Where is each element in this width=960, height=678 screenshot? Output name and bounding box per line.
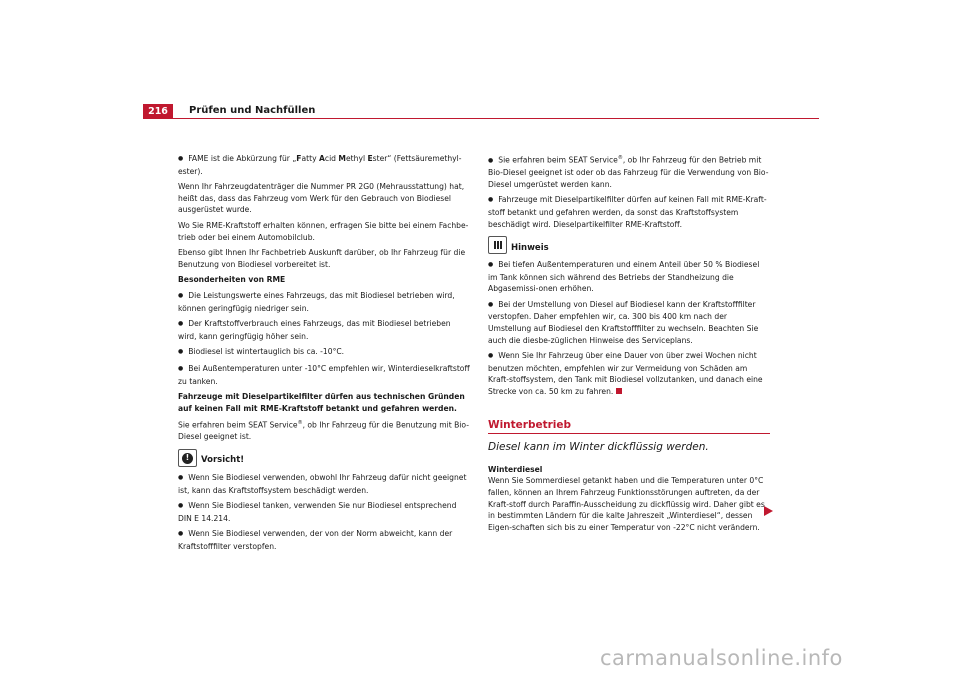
note-header: [488, 236, 770, 254]
section-subtitle: Diesel kann im Winter dickflüssig werden.: [488, 441, 709, 454]
caution-item: ● Wenn Sie Biodiesel verwenden, obwohl Ihr Fahrzeug dafür nicht geeignet ist, kann das Kraftstoffsystem beschädigt werden.: [178, 472, 470, 496]
note-icon: [488, 236, 507, 254]
note-item: ● Bei tiefen Außentemperaturen und einem Anteil über 50 % Biodiesel im Tank können sich während des Betriebs der Standheizung die Abgasemissi-onen erhöhen.: [488, 259, 770, 295]
right-column: [488, 153, 770, 537]
paragraph: Sie erfahren beim SEAT Service®, ob Ihr Fahrzeug für die Benutzung mit Bio-Diesel geeignet ist.: [178, 420, 469, 442]
bullet-item: ● Fahrzeuge mit Dieselpartikelfilter dürfen auf keinen Fall mit RME-Kraft-stoff betankt und gefahren werden, da sonst das Kraftstoffsystem beschädigt wird. Dieselpartikelfilter RME-Kraftstoff.: [488, 194, 770, 230]
end-marker-icon: [616, 388, 622, 394]
paragraph: Ebenso gibt Ihnen Ihr Fachbetrieb Auskunft darüber, ob Ihr Fahrzeug für die Benutzung von Biodiesel vorbereitet ist.: [178, 248, 466, 269]
section-rule: [488, 433, 770, 434]
bullet-item: ● Bei Außentemperaturen unter -10°C empfehlen wir, Winterdieselkraftstoff zu tanken.: [178, 363, 470, 387]
fame-definition: ● FAME ist die Abkürzung für „Fatty Acid Methyl Ester“ (Fettsäuremethyl-ester).: [178, 153, 470, 177]
caution-header: [178, 449, 470, 467]
paragraph: Wenn Ihr Fahrzeugdatenträger die Nummer PR 2G0 (Mehrausstattung) hat, heißt das, dass das Fahrzeug vom Werk für den Gebrauch von Biodiesel ausgerüstet wurde.: [178, 182, 465, 215]
left-column: [178, 153, 470, 557]
caution-item: ● Wenn Sie Biodiesel verwenden, der von der Norm abweicht, kann der Kraftstofffilter verstopfen.: [178, 528, 470, 552]
bullet-item: ● Sie erfahren beim SEAT Service®, ob Ihr Fahrzeug für den Betrieb mit Bio-Diesel geeignet ist oder ob das Fahrzeug für die Verwendung von Bio-Diesel umgerüstet werden kann.: [488, 153, 770, 190]
note-label: Hinweis: [511, 242, 549, 253]
subheading: Winterdiesel: [488, 464, 543, 474]
subheading: Fahrzeuge mit Dieselpartikelfilter dürfen aus technischen Gründen auf keinen Fall mit RME-Kraftstoff betankt und gefahren werden.: [178, 392, 465, 413]
section-title: Winterbetrieb: [488, 418, 572, 431]
header-rule: [143, 118, 819, 119]
paragraph: Wenn Sie Sommerdiesel getankt haben und die Temperaturen unter 0°C fallen, können an Ihrem Fahrzeug Funktionsstörungen auftreten, da der Kraft-stoff durch Paraffin-Ausscheidung zu dickflüssig wird. Daher gibt es in bestimmten Ländern für die kalte Jahreszeit „Winterdiesel“, dessen Eigen-schaften sich bis zu einer Temperatur von -22°C nicht verändern.: [488, 476, 765, 532]
bullet-item: ● Biodiesel ist wintertauglich bis ca. -10°C.: [178, 346, 470, 359]
bullet-item: ● Die Leistungswerte eines Fahrzeugs, das mit Biodiesel betrieben wird, können geringfügig niedriger sein.: [178, 290, 470, 314]
bullet-item: ● Der Kraftstoffverbrauch eines Fahrzeugs, das mit Biodiesel betrieben wird, kann geringfügig höher sein.: [178, 318, 470, 342]
page-number: 216: [143, 104, 173, 118]
paragraph: Wo Sie RME-Kraftstoff erhalten können, erfragen Sie bitte bei einem Fachbe-trieb oder bei einem Automobilclub.: [178, 220, 469, 242]
watermark: carmanualsonline.info: [600, 646, 843, 670]
caution-icon: !: [178, 449, 197, 467]
note-item: ● Bei der Umstellung von Diesel auf Biodiesel kann der Kraftstofffilter verstopfen. Daher empfehlen wir, ca. 300 bis 400 km nach der Umstellung auf Biodiesel den Kraftstofffilter zu wechseln. Beachten Sie auch die diesbe-züglichen Hinweise des Serviceplans.: [488, 299, 770, 346]
chapter-title: Prüfen und Nachfüllen: [189, 105, 316, 116]
caution-label: Vorsicht!: [201, 455, 245, 466]
subheading: Besonderheiten von RME: [178, 275, 286, 285]
next-page-arrow-icon: [764, 506, 773, 516]
note-item: ● Wenn Sie Ihr Fahrzeug über eine Dauer von über zwei Wochen nicht benutzen möchten, empfehlen wir zur Vermeidung von Schäden am Kraft-stoffsystem, den Tank mit Biodiesel vollzutanken, und danach eine Strecke von ca. 50 km zu fahren.: [488, 350, 770, 397]
caution-item: ● Wenn Sie Biodiesel tanken, verwenden Sie nur Biodiesel entsprechend DIN E 14.214.: [178, 500, 470, 524]
